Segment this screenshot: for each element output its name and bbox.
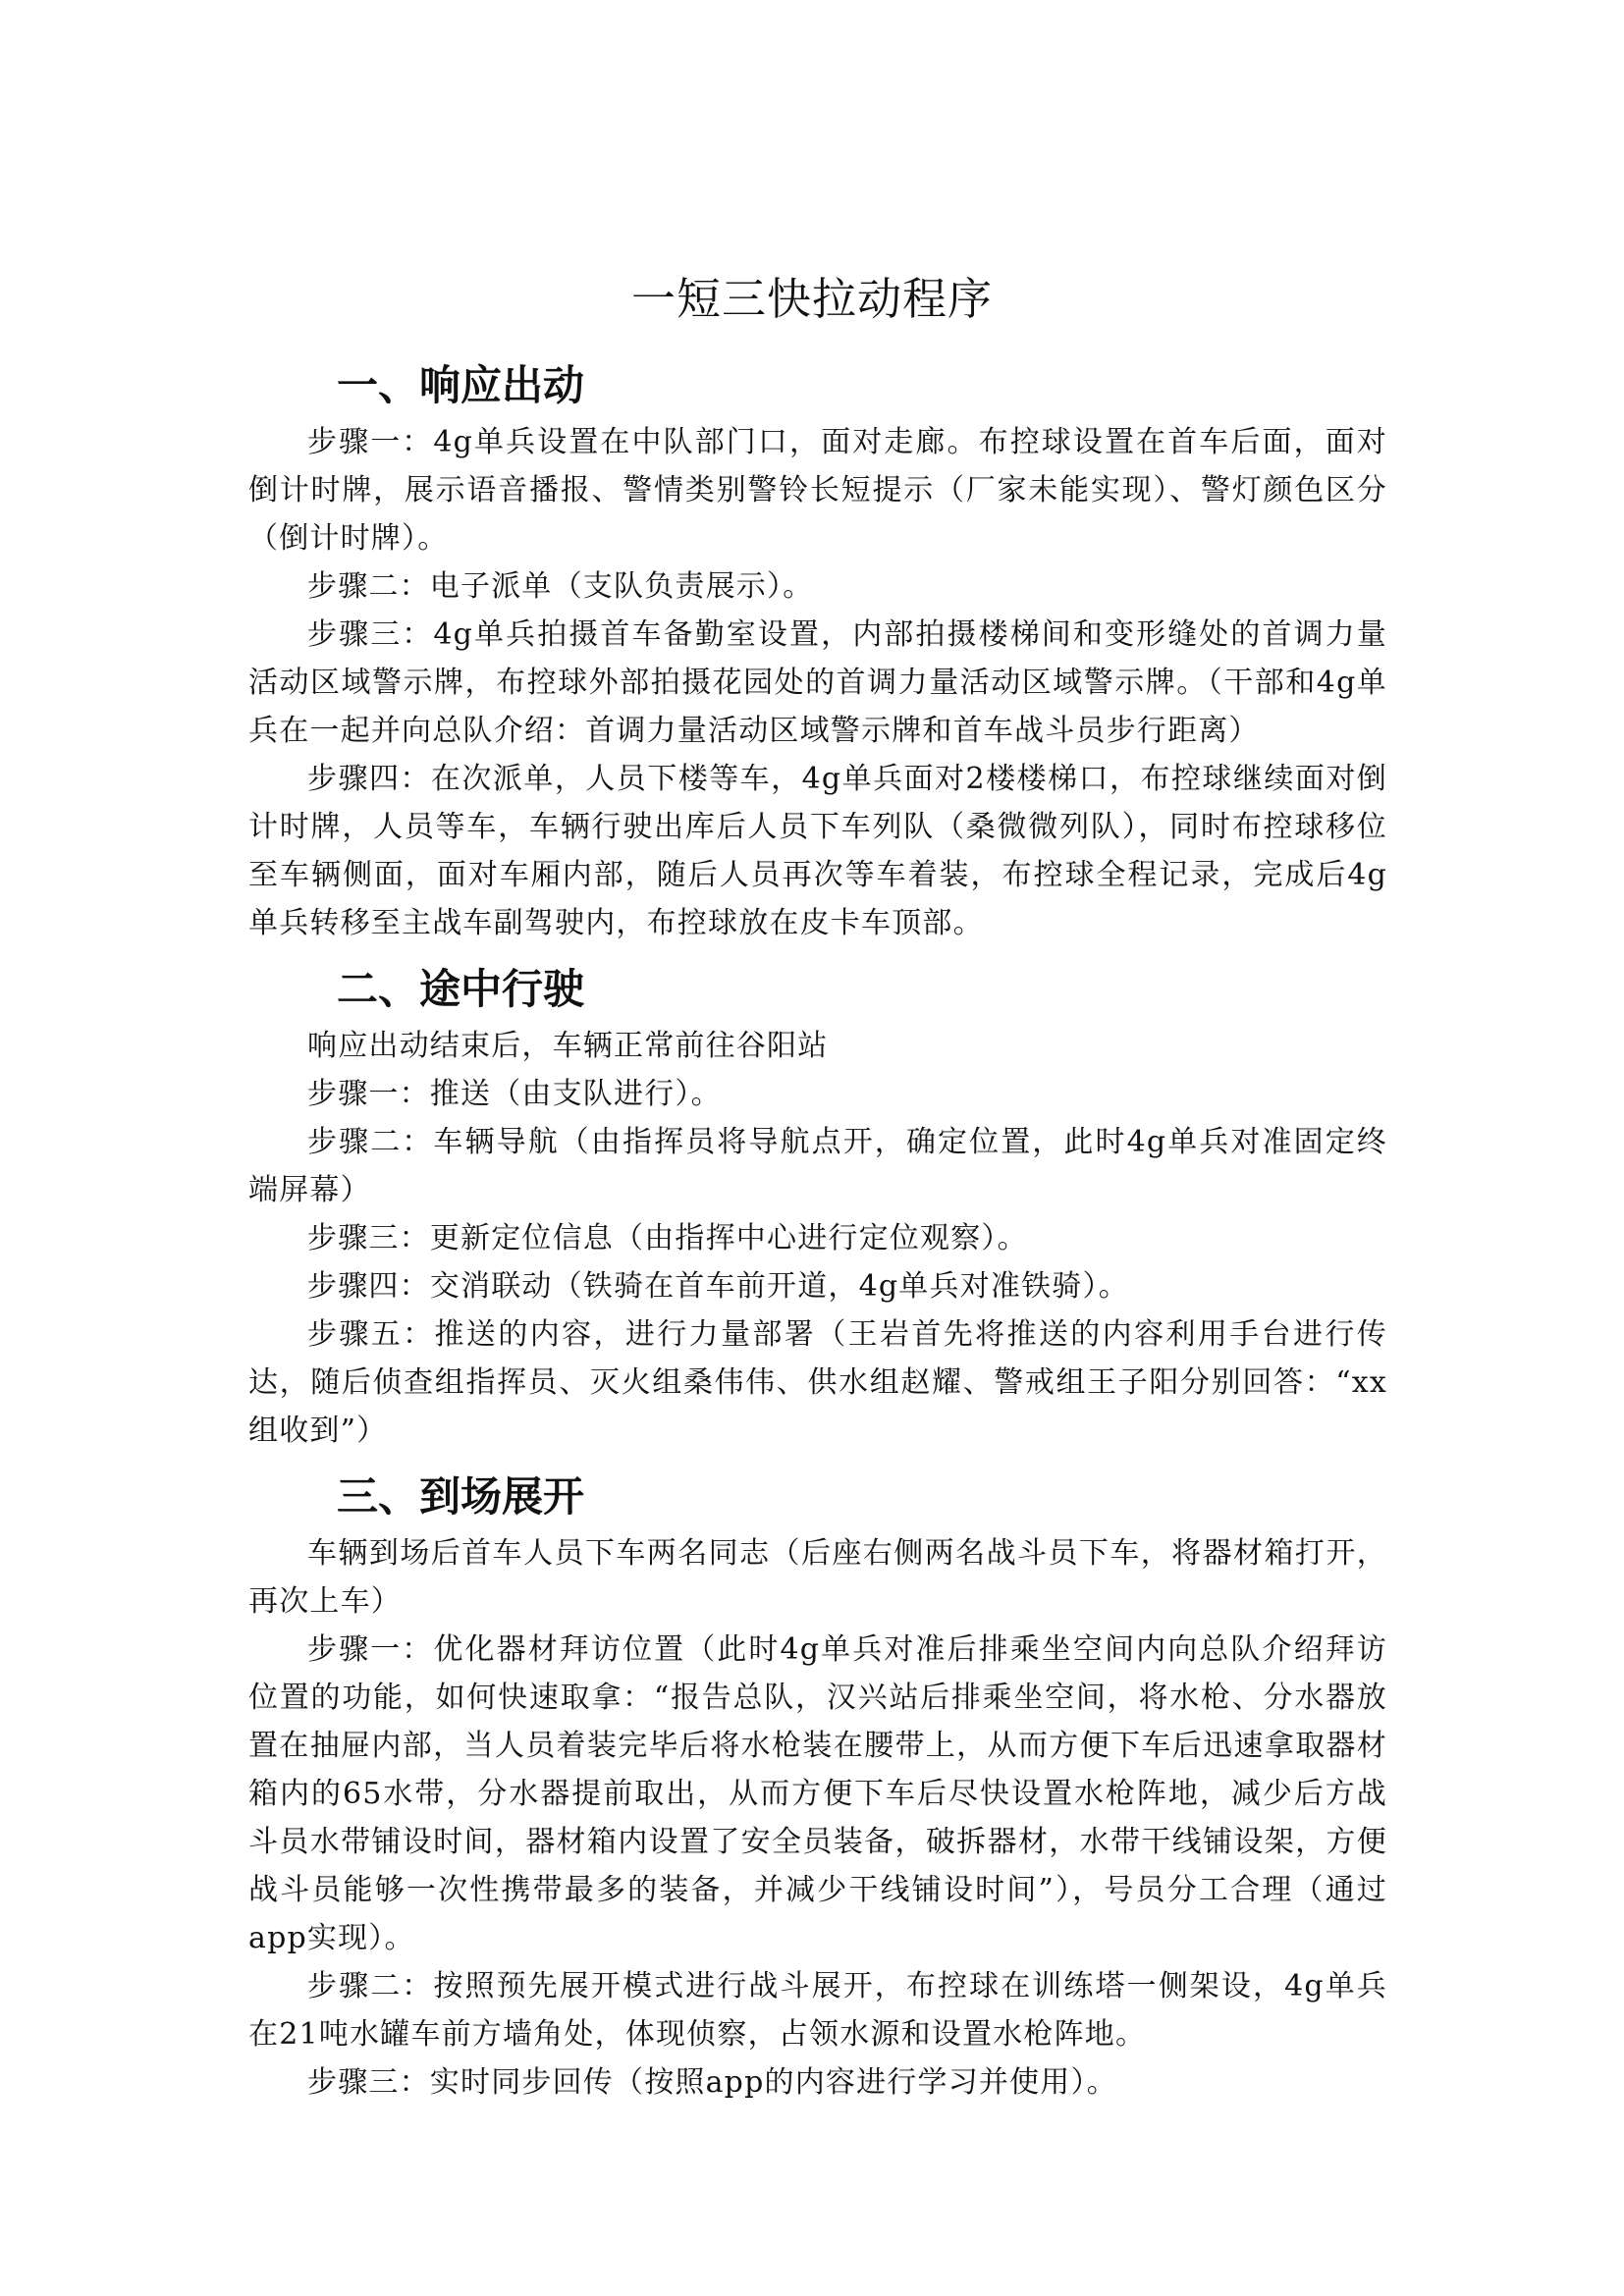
paragraph: 车辆到场后首车人员下车两名同志（后座右侧两名战斗员下车，将器材箱打开，再次上车）: [248, 1536, 1387, 1619]
paragraph: 步骤二：按照预先展开模式进行战斗展开，布控球在训练塔一侧架设，4g单兵在21吨水罐车前方墙角处，体现侦察，占领水源和设置水枪阵地。: [248, 1969, 1387, 2052]
paragraph: 响应出动结束后，车辆正常前往谷阳站: [307, 1029, 829, 1063]
document-title: 一短三快拉动程序: [630, 273, 993, 326]
paragraph: 步骤三：4g单兵拍摄首车备勤室设置，内部拍摄楼梯间和变形缝处的首调力量活动区域警示牌，布控球外部拍摄花园处的首调力量活动区域警示牌。（干部和4g单兵在一起并向总队介绍：首调力量活动区域警示牌和首车战斗员步行距离）: [248, 617, 1387, 748]
section-en-route: [248, 957, 1387, 1455]
paragraph: 步骤二：电子派单（支队负责展示）。: [307, 569, 814, 604]
paragraph: 步骤二：车辆导航（由指挥员将导航点开，确定位置，此时4g单兵对准固定终端屏幕）: [248, 1125, 1387, 1207]
paragraph: 步骤四：交消联动（铁骑在首车前开道，4g单兵对准铁骑）。: [307, 1269, 1129, 1304]
paragraph: 步骤四：在次派单，人员下楼等车，4g单兵面对2楼楼梯口，布控球继续面对倒计时牌，人员等车，车辆行驶出库后人员下车列队（桑微微列队），同时布控球移位至车辆侧面，面对车厢内部，随后人员再次等车着装，布控球全程记录，完成后4g单兵转移至主战车副驾驶内，布控球放在皮卡车顶部。: [248, 762, 1387, 940]
paragraph: 步骤一：优化器材拜访位置（此时4g单兵对准后排乘坐空间内向总队介绍拜访位置的功能，如何快速取拿：“报告总队，汉兴站后排乘坐空间，将水枪、分水器放置在抽屉内部，当人员着装完毕后将水枪装在腰带上，从而方便下车后迅速拿取器材箱内的65水带，分水器提前取出，从而方便下车后尽快设置水枪阵地，减少后方战斗员水带铺设时间，器材箱内设置了安全员装备，破拆器材，水带干线铺设架，方便战斗员能够一次性携带最多的装备，并减少干线铺设时间”），号员分工合理（通过app实现）。: [248, 1632, 1387, 1955]
document-body: [248, 353, 1387, 2116]
section-heading: 三、到场展开: [337, 1472, 585, 1521]
paragraph: 步骤一：4g单兵设置在中队部门口，面对走廊。布控球设置在首车后面，面对倒计时牌，展示语音播报、警情类别警铃长短提示（厂家未能实现）、警灯颜色区分（倒计时牌）。: [248, 425, 1387, 556]
section-heading: 一、响应出动: [337, 361, 585, 409]
section-heading: 二、途中行驶: [337, 965, 585, 1013]
paragraph: 步骤五：推送的内容，进行力量部署（王岩首先将推送的内容利用手台进行传达，随后侦查组指挥员、灭火组桑伟伟、供水组赵耀、警戒组王子阳分别回答：“xx组收到”）: [248, 1317, 1387, 1448]
section-response: [248, 353, 1387, 947]
paragraph: 步骤三：更新定位信息（由指挥中心进行定位观察）。: [307, 1221, 1028, 1255]
paragraph: 步骤三：实时同步回传（按照app的内容进行学习并使用）。: [307, 2065, 1117, 2100]
paragraph: 步骤一：推送（由支队进行）。: [307, 1077, 722, 1111]
section-on-scene: [248, 1465, 1387, 2107]
